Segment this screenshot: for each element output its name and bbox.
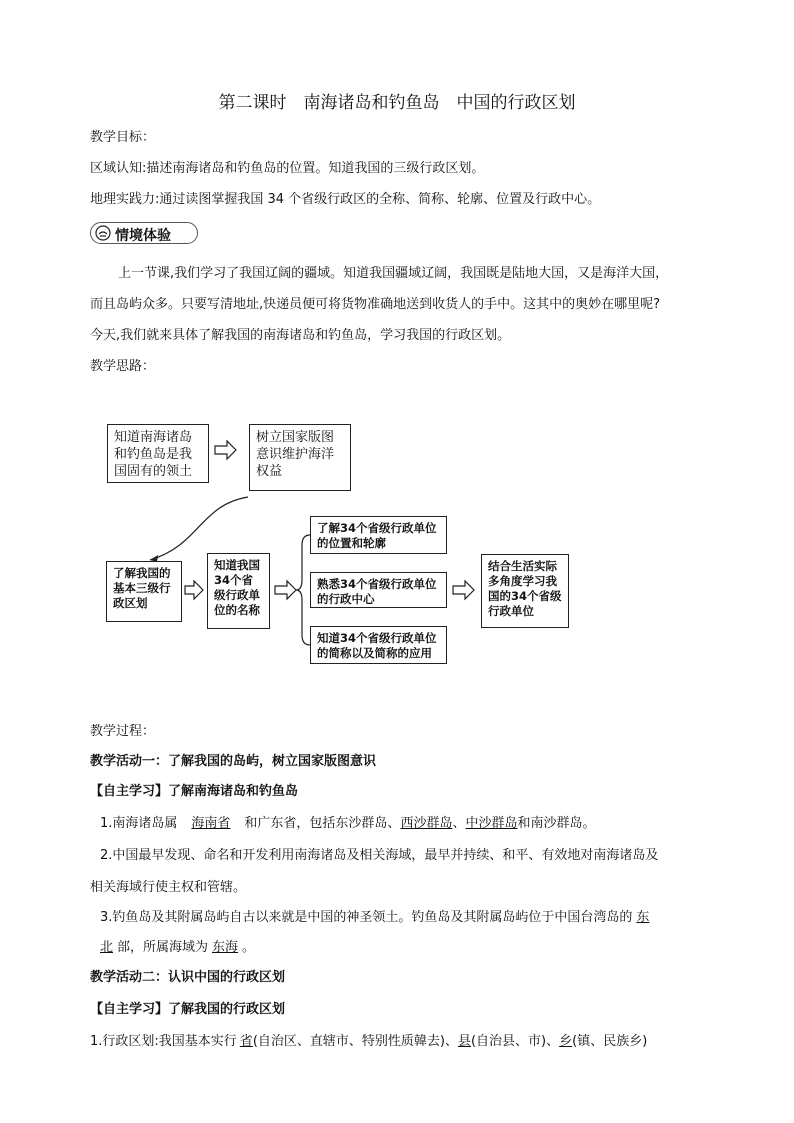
brace-bracket — [296, 535, 310, 645]
arrow-box3-box4 — [185, 581, 203, 599]
admin-answer-province: 省 — [239, 1034, 253, 1049]
diagram-box-admin-center: 熟悉34个省级行政单位的行政中心 — [310, 572, 447, 608]
activity2-study-tag: 【自主学习】 — [90, 1002, 169, 1017]
diagram-box-34-names: 知道我国34个省级行政单位的名称 — [207, 553, 270, 629]
diagram-box-location-outline: 了解34个省级行政单位的位置和轮廓 — [310, 516, 447, 554]
item1-text-c: 和广东省，包括东沙群岛、 — [244, 816, 401, 831]
activity1-study — [90, 780, 298, 799]
activity1-item2-line2: 相关海域行使主权和管辖。 — [90, 880, 247, 895]
item1-answer-xisha: 西沙群岛 — [400, 816, 453, 831]
item3-text-b: 部，所属海域为 — [117, 940, 209, 955]
objectives-label: 教学目标： — [90, 130, 156, 145]
admin-text-b: (自治区、直辖市、特别性质韓去)、 — [252, 1034, 458, 1049]
activity1-study-tag: 【自主学习】 — [90, 784, 169, 799]
activity2-study-title: 了解我国的行政区划 — [168, 1002, 286, 1017]
admin-text-c: (自治县、市)、 — [470, 1034, 560, 1049]
item3-text-a: 3.钓鱼岛及其附属岛屿自古以来就是中国的神圣领土。钓鱼岛及其附属岛屿位于中国台湾岛的 — [100, 910, 633, 925]
arrow-box4-brace — [275, 581, 296, 599]
arrow-box1-box2 — [215, 441, 236, 459]
item3-answer-east-1: 东 — [636, 910, 650, 925]
item3-answer-east-sea: 东海 — [212, 940, 239, 955]
scenario-paragraph-line1: 上一节课,我们学习了我国辽阔的疆域。知道我国疆域辽阔，我国既是陆地大国，又是海洋大国， — [118, 266, 669, 281]
diagram-box-abbreviation: 知道34个省级行政单位的简称以及简称的应用 — [310, 626, 447, 664]
diagram-box-know-islands: 知道南海诸岛和钓鱼岛是我国固有的领土 — [107, 424, 209, 483]
item3-answer-east-2: 北 — [100, 940, 114, 955]
activity2-admin-divisions — [90, 1030, 647, 1049]
page-title: 第二课时 南海诸岛和钓鱼岛 中国的行政区划 — [218, 93, 576, 113]
item1-text-a: 1.南海诸岛属 — [100, 816, 178, 831]
process-label: 教学过程： — [90, 724, 156, 739]
activity2-heading: 教学活动二：认识中国的行政区划 — [90, 970, 286, 985]
diagram-box-territory-awareness: 树立国家版图意识维护海洋权益 — [249, 424, 351, 491]
activity2-study — [90, 998, 285, 1017]
admin-text-d: (镇、民族乡) — [572, 1034, 648, 1049]
activity1-item3-line1 — [100, 906, 649, 925]
curve-arrow-box2-box3 — [150, 497, 248, 560]
activity1-study-title: 了解南海诸岛和钓鱼岛 — [168, 784, 299, 799]
activity1-item1 — [100, 812, 596, 831]
item1-answer-province: 海南省 — [191, 816, 231, 831]
scenario-paragraph-line2: 而且岛屿众多。只要写清地址,快递员便可将货物准确地送到收货人的手中。这其中的奥妙在哪里呢? — [90, 297, 661, 312]
diagram-box-real-life: 结合生活实际多角度学习我国的34个省级行政单位 — [481, 554, 569, 628]
objective-practice: 地理实践力:通过读图掌握我国 34 个省级行政区的全称、简称、轮廓、位置及行政中心。 — [90, 192, 601, 207]
thinking-label: 教学思路： — [90, 359, 156, 374]
item1-text-e: 、 — [452, 816, 466, 831]
item1-answer-zhongsha: 中沙群岛 — [465, 816, 518, 831]
arrow-box6-box8 — [453, 581, 474, 599]
admin-answer-township: 乡 — [559, 1034, 573, 1049]
scenario-paragraph-line3: 今天,我们就来具体了解我国的南海诸岛和钓鱼岛，学习我国的行政区划。 — [90, 328, 511, 343]
activity1-item3-line2 — [100, 936, 255, 955]
activity1-heading: 教学活动一：了解我国的岛屿，树立国家版图意识 — [90, 754, 377, 769]
item3-text-d: 。 — [242, 940, 256, 955]
diagram-box-three-levels: 了解我国的基本三级行政区划 — [106, 561, 182, 622]
item1-text-g: 和南沙群岛。 — [517, 816, 596, 831]
activity1-item2-line1: 2.中国最早发现、命名和开发利用南海诸岛及相关海域，最早并持续、和平、有效地对南海诸岛及 — [100, 848, 659, 863]
scenario-badge-label: 情境体验 — [115, 228, 171, 244]
objective-regional: 区域认知:描述南海诸岛和钓鱼岛的位置。知道我国的三级行政区划。 — [90, 161, 485, 176]
admin-answer-county: 县 — [457, 1034, 471, 1049]
admin-text-a: 1.行政区划:我国基本实行 — [90, 1034, 237, 1049]
